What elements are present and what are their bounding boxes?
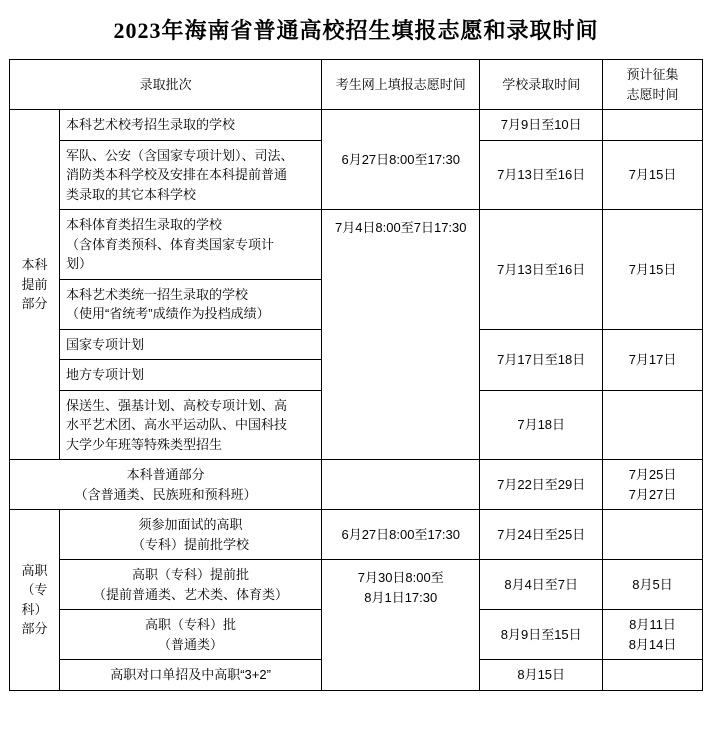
- cell-batch: 须参加面试的高职 （专科）提前批学校: [59, 510, 321, 560]
- table-body: [10, 110, 703, 691]
- cell-admit-time: 8月9日至15日: [480, 610, 603, 660]
- table-row: [10, 110, 703, 141]
- cell-extra-time: 8月5日: [603, 560, 703, 610]
- cell-batch: 本科艺术校考招生录取的学校: [59, 110, 321, 141]
- cell-extra-time: [603, 110, 703, 141]
- cell-admit-time: 7月17日至18日: [480, 329, 603, 390]
- cell-extra-time: 7月17日: [603, 329, 703, 390]
- cell-batch: 保送生、强基计划、高校专项计划、高 水平艺术团、高水平运动队、中国科技 大学少年班等特殊类型招生: [59, 390, 321, 460]
- cell-admit-time: 7月9日至10日: [480, 110, 603, 141]
- section-label-line: 本科: [21, 257, 48, 273]
- table-row: [10, 510, 703, 560]
- cell-batch: 高职（专科）批 （普通类）: [59, 610, 321, 660]
- cell-apply-time: 7月30日8:00至 8月1日17:30: [322, 560, 480, 691]
- table-row: [10, 460, 703, 510]
- column-header-extra-time: [603, 60, 703, 110]
- cell-admit-time: 8月15日: [480, 660, 603, 691]
- cell-admit-time: 7月22日至29日: [480, 460, 603, 510]
- column-header-apply-time: 考生网上填报志愿时间: [322, 60, 480, 110]
- section-label-line: 部分: [21, 621, 48, 637]
- column-header-admit-time: 学校录取时间: [480, 60, 603, 110]
- cell-extra-time: [603, 390, 703, 460]
- cell-batch: 国家专项计划: [59, 329, 321, 360]
- cell-batch: 高职对口单招及中高职“3+2”: [59, 660, 321, 691]
- section-label-line: 高职: [21, 562, 48, 578]
- cell-batch: 本科体育类招生录取的学校 （含体育类预科、体育类国家专项计 划）: [59, 210, 321, 280]
- section-label-line: 提前: [21, 276, 48, 292]
- section-label-vocational: [10, 510, 60, 691]
- cell-extra-time: 7月25日 7月27日: [603, 460, 703, 510]
- admission-schedule-table: [9, 59, 703, 691]
- table-header-row: [10, 60, 703, 110]
- cell-extra-time: [603, 510, 703, 560]
- column-header-batch: 录取批次: [10, 60, 322, 110]
- table-row: [10, 210, 703, 280]
- cell-batch: 本科艺术类统一招生录取的学校 （使用“省统考”成绩作为投档成绩）: [59, 279, 321, 329]
- table-row: [10, 560, 703, 610]
- cell-admit-time: 7月13日至16日: [480, 140, 603, 210]
- column-header-extra-time-line2: 志愿时间: [626, 86, 679, 102]
- cell-batch: 军队、公安（含国家专项计划）、司法、 消防类本科学校及安排在本科提前普通 类录取的其它本科学校: [59, 140, 321, 210]
- page-title: 2023年海南省普通高校招生填报志愿和录取时间: [113, 18, 599, 43]
- cell-batch: 本科普通部分 （含普通类、民族班和预科班）: [10, 460, 322, 510]
- cell-batch: 地方专项计划: [59, 360, 321, 391]
- section-label-line: 科）: [21, 601, 48, 617]
- cell-apply-time: 6月27日8:00至17:30: [322, 510, 480, 560]
- cell-apply-time: 6月27日8:00至17:30: [322, 110, 480, 210]
- cell-batch: 高职（专科）提前批 （提前普通类、艺术类、体育类）: [59, 560, 321, 610]
- cell-admit-time: 7月24日至25日: [480, 510, 603, 560]
- cell-admit-time: 8月4日至7日: [480, 560, 603, 610]
- cell-apply-time: [322, 460, 480, 510]
- cell-extra-time: [603, 660, 703, 691]
- cell-admit-time: 7月18日: [480, 390, 603, 460]
- column-header-extra-time-line1: 预计征集: [626, 67, 679, 82]
- table-header: [10, 60, 703, 110]
- section-label-undergrad-early: [10, 110, 60, 460]
- section-label-line: （专: [21, 582, 48, 598]
- cell-extra-time: 7月15日: [603, 210, 703, 330]
- cell-extra-time: 8月11日 8月14日: [603, 610, 703, 660]
- section-label-line: 部分: [21, 296, 48, 312]
- cell-apply-time: 7月4日8:00至7日17:30: [322, 210, 480, 460]
- cell-admit-time: 7月13日至16日: [480, 210, 603, 330]
- cell-extra-time: 7月15日: [603, 140, 703, 210]
